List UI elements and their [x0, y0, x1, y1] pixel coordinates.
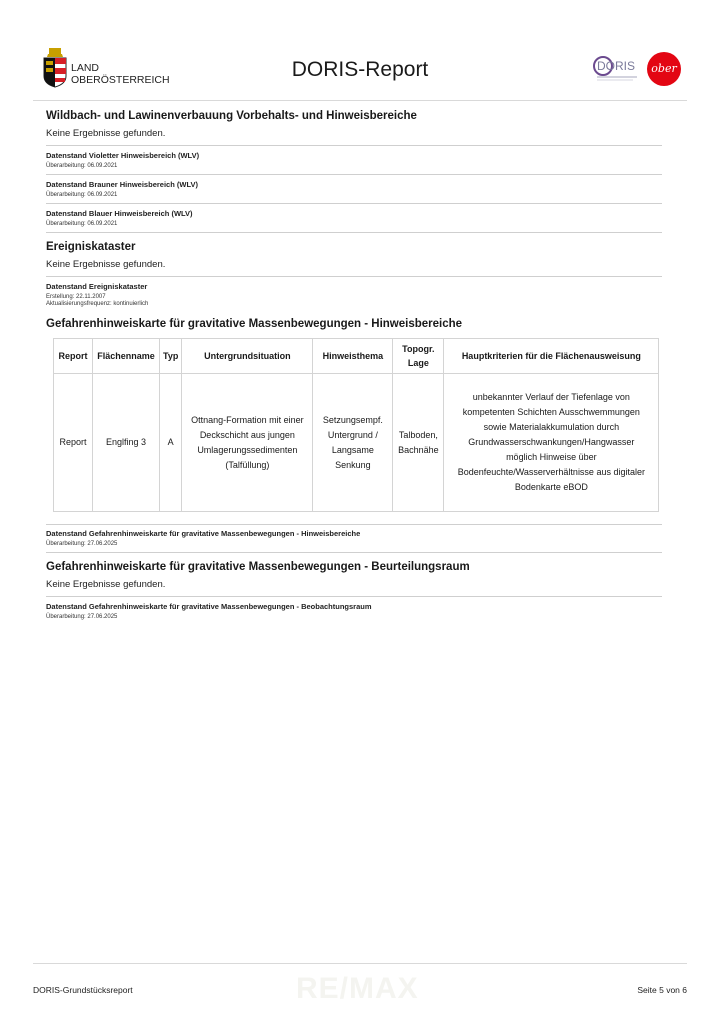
column-header: Topogr. Lage	[393, 339, 444, 374]
section-heading: Ereigniskataster	[46, 241, 136, 253]
datenstand-title: Datenstand Gefahrenhinweiskarte für gravitative Massenbewegungen - Beobachtungsraum	[46, 602, 372, 611]
cell-kriterien: unbekannter Verlauf der Tiefenlage von kompetenten Schichten Ausschwemmungen sowie Materialakkumulation durch Grundwasserschwankungen/Hangwasser möglich Hinweise über Bodenfeuchte/Wasserverhältnisse aus digitaler Bodenkarte eBOD	[444, 374, 659, 512]
datenstand-title: Datenstand Blauer Hinweisbereich (WLV)	[46, 209, 193, 218]
datenstand-title: Datenstand Gefahrenhinweiskarte für gravitative Massenbewegungen - Hinweisbereiche	[46, 529, 361, 538]
cell-report-link[interactable]: Report	[54, 374, 93, 512]
no-results-text: Keine Ergebnisse gefunden.	[46, 259, 662, 277]
no-results-text: Keine Ergebnisse gefunden.	[46, 128, 662, 146]
datenstand-sub: Überarbeitung: 27.06.2025	[46, 614, 118, 620]
datenstand-title: Datenstand Brauner Hinweisbereich (WLV)	[46, 180, 198, 189]
cell-topogr-lage: Talboden, Bachnähe	[393, 374, 444, 512]
land-line-2: OBERÖSTERREICH	[71, 74, 170, 86]
footer-page-number: Seite 5 von 6	[637, 985, 687, 995]
doris-logo	[593, 53, 639, 83]
column-header: Untergrundsituation	[182, 339, 313, 374]
datenstand-sub: Überarbeitung: 27.06.2025	[46, 541, 118, 547]
no-results-text: Keine Ergebnisse gefunden.	[46, 579, 662, 597]
ober-logo: ober	[647, 52, 681, 86]
cell-flaechenname: Englfing 3	[93, 374, 160, 512]
section-gefahrenhinweis-hinweisbereiche	[46, 318, 662, 553]
report-content	[46, 110, 662, 625]
section-ereigniskataster	[46, 241, 662, 312]
datenstand-sub: Aktualisierungsfrequenz: kontinuierlich	[46, 301, 149, 307]
column-header: Flächenname	[93, 339, 160, 374]
cell-untergrund: Ottnang-Formation mit einer Deckschicht aus jungen Umlagerungssedimenten (Talfüllung)	[182, 374, 313, 512]
section-gefahrenhinweis-beurteilungsraum	[46, 561, 662, 625]
column-header: Hauptkriterien für die Flächenausweisung	[444, 339, 659, 374]
column-header: Hinweisthema	[313, 339, 393, 374]
datenstand-item	[46, 146, 662, 175]
page-title: DORIS-Report	[291, 58, 429, 81]
doris-logo-text: DORIS	[597, 59, 636, 73]
datenstand-item	[46, 277, 662, 312]
datenstand-item	[46, 524, 662, 553]
datenstand-sub: Überarbeitung: 06.09.2021	[46, 163, 118, 169]
section-wlv	[46, 110, 662, 233]
cell-typ: A	[160, 374, 182, 512]
datenstand-item	[46, 597, 662, 625]
hinweisbereiche-table	[53, 338, 659, 512]
section-heading: Gefahrenhinweiskarte für gravitative Massenbewegungen - Hinweisbereiche	[46, 318, 463, 330]
cell-hinweisthema: Setzungsempf. Untergrund / Langsame Senkung	[313, 374, 393, 512]
datenstand-item	[46, 175, 662, 204]
section-heading: Gefahrenhinweiskarte für gravitative Massenbewegungen - Beurteilungsraum	[46, 561, 470, 573]
report-header	[33, 40, 687, 101]
land-line-1: LAND	[71, 62, 100, 74]
datenstand-sub: Erstellung: 22.11.2007	[46, 294, 106, 300]
column-header: Report	[54, 339, 93, 374]
table-row	[54, 374, 659, 512]
table-header-row	[54, 339, 659, 374]
remax-watermark: RE/MAX	[296, 972, 419, 1005]
datenstand-title: Datenstand Violetter Hinweisbereich (WLV)	[46, 151, 200, 160]
datenstand-sub: Überarbeitung: 06.09.2021	[46, 192, 118, 198]
datenstand-sub: Überarbeitung: 06.09.2021	[46, 221, 118, 227]
section-heading: Wildbach- und Lawinenverbauung Vorbehalts- und Hinweisbereiche	[46, 110, 417, 122]
datenstand-item	[46, 204, 662, 233]
footer-report-name: DORIS-Grundstücksreport	[33, 985, 133, 995]
datenstand-title: Datenstand Ereigniskataster	[46, 282, 148, 291]
column-header: Typ	[160, 339, 182, 374]
